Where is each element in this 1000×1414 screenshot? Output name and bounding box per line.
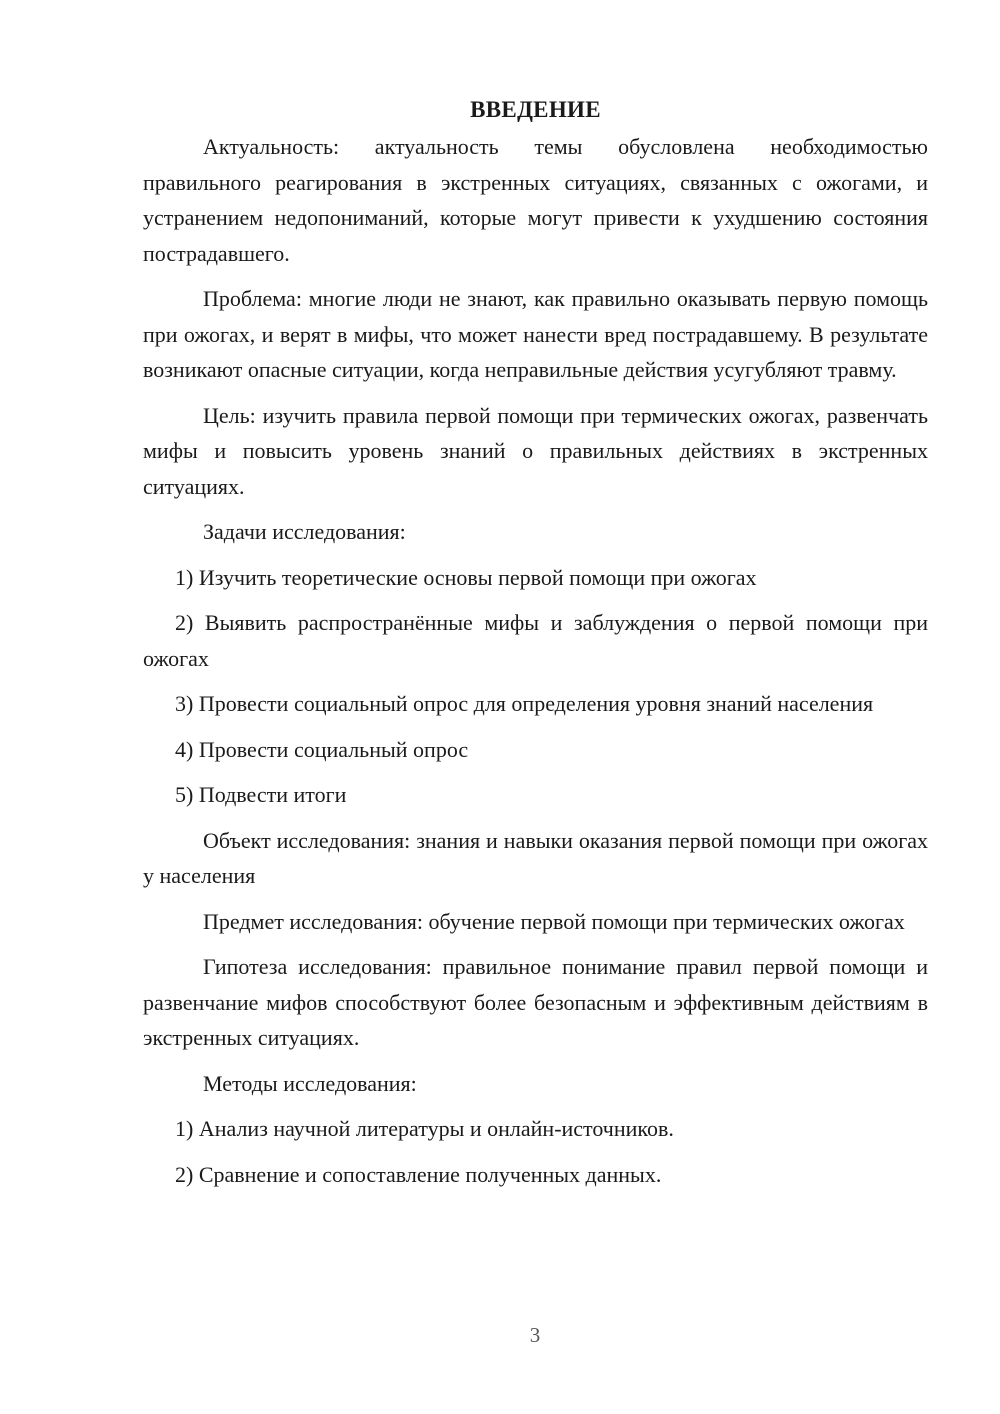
- method-item-1: 1) Анализ научной литературы и онлайн-источников.: [175, 1116, 674, 1141]
- goal-paragraph: Цель: изучить правила первой помощи при термических ожогах, развенчать мифы и повысить уровень знаний о правильных действиях в экстренных ситуациях.: [143, 402, 928, 499]
- document-page: [143, 92, 928, 1192]
- tasks-title: Задачи исследования:: [203, 519, 406, 544]
- problem-paragraph: Проблема: многие люди не знают, как правильно оказывать первую помощь при ожогах, и верят в мифы, что может нанести вред пострадавшему. В результате возникают опасные ситуации, когда неправильные действия усугубляют травму.: [143, 286, 928, 382]
- task-item-1: 1) Изучить теоретические основы первой помощи при ожогах: [175, 564, 757, 590]
- method-item-2: 2) Сравнение и сопоставление полученных данных.: [175, 1161, 662, 1187]
- section-heading: ВВЕДЕНИЕ: [470, 97, 601, 122]
- methods-title: Методы исследования:: [203, 1070, 417, 1096]
- hypothesis-paragraph: Гипотеза исследования: правильное понимание правил первой помощи и развенчание мифов способствуют более безопасным и эффективным действиям в экстренных ситуациях.: [143, 954, 928, 1050]
- page-number: 3: [529, 1323, 541, 1347]
- subject-paragraph: Предмет исследования: обучение первой помощи при термических ожогах: [203, 908, 905, 934]
- task-item-2: 2) Выявить распространённые мифы и заблуждения о первой помощи при ожогах: [143, 610, 928, 671]
- task-item-3: 3) Провести социальный опрос для определения уровня знаний населения: [175, 691, 874, 716]
- task-item-4: 4) Провести социальный опрос: [175, 736, 469, 762]
- relevance-paragraph: Актуальность: актуальность темы обусловлена необходимостью правильного реагирования в экстренных ситуациях, связанных с ожогами, и устранением недопониманий, которые могут привести к ухудшению состояния пострадавшего.: [143, 134, 928, 266]
- object-paragraph: Объект исследования: знания и навыки оказания первой помощи при ожогах у населения: [143, 827, 928, 888]
- task-item-5: 5) Подвести итоги: [175, 782, 347, 807]
